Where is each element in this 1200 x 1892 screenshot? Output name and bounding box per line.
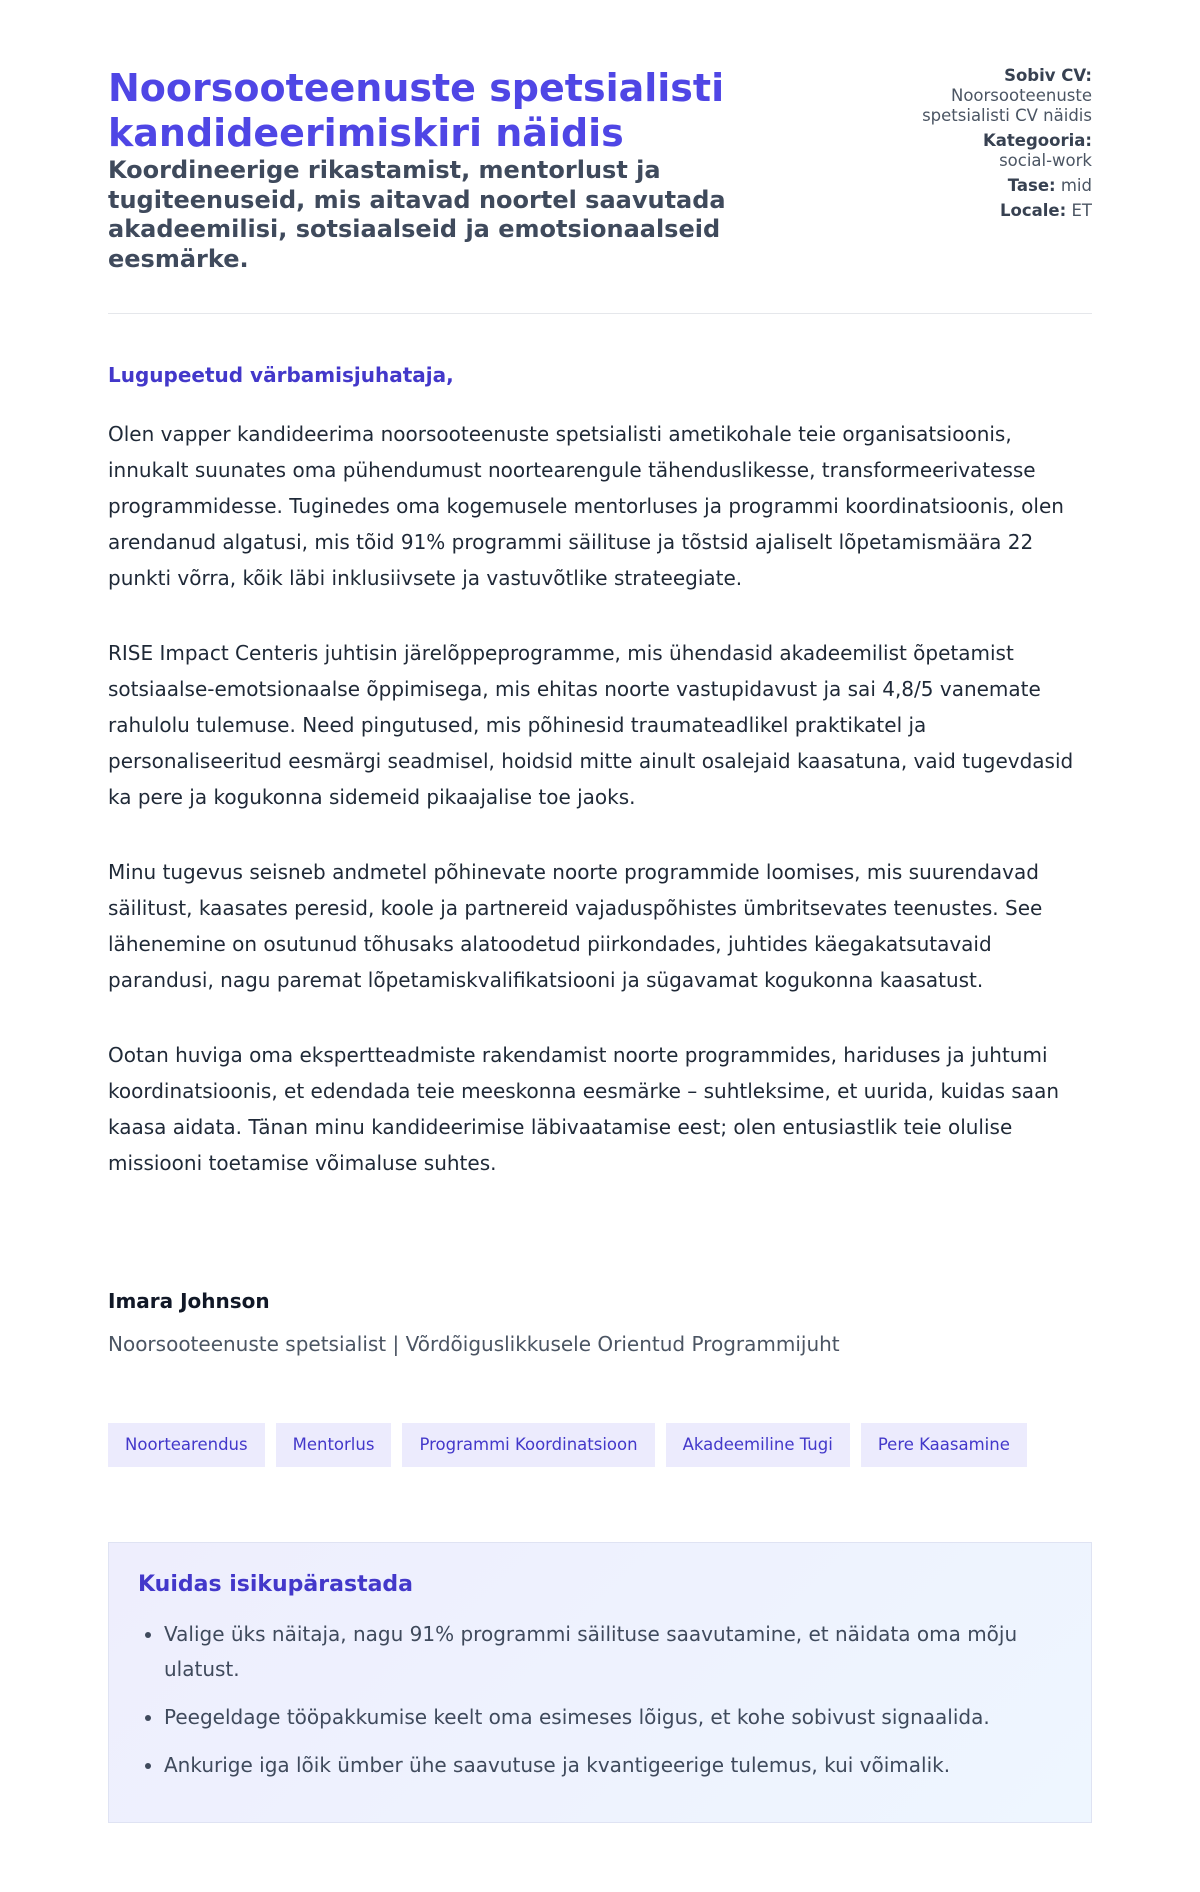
meta-category-value: social-work xyxy=(999,151,1092,170)
header-divider xyxy=(108,313,1092,314)
letter-paragraph: RISE Impact Centeris juhtisin järelõppeprogramme, mis ühendasid akadeemilist õpetamist sotsiaalse-emotsionaalse õppimisega, mis ehitas noorte vastupidavust ja sai 4,8/5 vanemate rahulolu tulemuse. Need pingutused, mis põhinesid traumateadlikel praktikatel ja personaliseeritud eesmärgi seadmisel, hoidsid mitte ainult osalejaid kaasatuna, vaid tugevdasid ka pere ja kogukonna sidemeid pikaajalise toe jaoks. xyxy=(108,641,1074,809)
meta-level-value: mid xyxy=(1060,176,1092,195)
tips-item: • Ankurige iga lõik ümber ühe saavutuse ja kvantigeerige tulemus, kui võimalik. xyxy=(164,1748,1064,1783)
signature-name: Imara Johnson xyxy=(108,1289,270,1313)
cover-letter-page xyxy=(108,0,1092,1777)
meta-level xyxy=(892,176,1092,196)
page-title: Noorsooteenuste spetsialisti kandideerimiskiri näidis xyxy=(108,66,725,155)
personalization-tips-box xyxy=(108,1542,1092,1823)
skill-tag: Akadeemiline Tugi xyxy=(666,1423,850,1467)
meta-category-label: Kategooria: xyxy=(982,131,1092,150)
meta-locale-value: ET xyxy=(1071,201,1092,220)
letter-paragraph: Minu tugevus seisneb andmetel põhinevate noorte programmide loomises, mis suurendavad säilitust, kaasates peresid, koole ja partnereid vajaduspõhistes ümbritsevates teenustes. See lähenemine on osutunud tõhusaks alatoodetud piirkondades, juhtides käegakatsutavaid parandusi, nagu paremat lõpetamiskvalifikatsiooni ja sügavamat kogukonna kaasatust. xyxy=(108,860,1043,992)
letter-paragraph: Ootan huviga oma ekspertteadmiste rakendamist noorte programmides, hariduses ja juhtumi koordinatsioonis, et edendada teie meeskonna eesmärke – suhtleksime, et uurida, kuidas saan kaasa aidata. Tänan minu kandideerimise läbivaatamise eest; olen entusiastlik teie olulise missiooni toetamise võimaluse suhtes. xyxy=(108,1043,1059,1175)
letter-body xyxy=(108,416,1098,1220)
meta-locale-label: Locale: xyxy=(1000,201,1067,220)
skill-tags xyxy=(108,1423,1027,1467)
tips-item: • Valige üks näitaja, nagu 91% programmi säilituse saavutamine, et näidata oma mõju ulatust. xyxy=(164,1617,1064,1687)
letter-paragraph: Olen vapper kandideerima noorsooteenuste spetsialisti ametikohale teie organisatsioonis, innukalt suunates oma pühendumust noortearengule tähenduslikesse, transformeerivatesse programmidesse. Tuginedes oma kogemusele mentorluses ja programmi koordinatsioonis, olen arendanud algatusi, mis tõid 91% programmi säilituse ja tõstsid ajaliselt lõpetamismäära 22 punkti võrra, kõik läbi inklusiivsete ja vastuvõtlike strateegiate. xyxy=(108,422,1064,590)
skill-tag: Noortearendus xyxy=(108,1423,265,1467)
skill-tag: Mentorlus xyxy=(276,1423,392,1467)
meta-panel xyxy=(892,66,1092,226)
page-subtitle: Koordineerige rikastamist, mentorlust ja tugiteenuseid, mis aitavad noortel saavutada akadeemilisi, sotsiaalseid ja emotsionaalseid eesmärke. xyxy=(108,156,726,273)
meta-cv-label: Sobiv CV: xyxy=(1004,66,1092,85)
meta-cv xyxy=(892,66,1092,126)
meta-category xyxy=(892,131,1092,171)
letter-greeting: Lugupeetud värbamisjuhataja, xyxy=(108,363,454,387)
meta-cv-value[interactable]: Noorsooteenuste spetsialisti CV näidis xyxy=(922,86,1092,125)
tips-item: • Peegeldage tööpakkumise keelt oma esimeses lõigus, et kohe sobivust signaalida. xyxy=(164,1700,1064,1735)
tips-heading: Kuidas isikupärastada xyxy=(138,1572,414,1597)
skill-tag: Programmi Koordinatsioon xyxy=(402,1423,654,1467)
title-block xyxy=(108,66,808,274)
page-header xyxy=(108,0,1092,314)
meta-level-label: Tase: xyxy=(1007,176,1056,195)
meta-locale xyxy=(892,201,1092,221)
signature-role: Noorsooteenuste spetsialist | Võrdõiguslikkusele Orientud Programmijuht xyxy=(108,1332,840,1356)
tips-list xyxy=(109,1617,1064,1796)
skill-tag: Pere Kaasamine xyxy=(861,1423,1027,1467)
